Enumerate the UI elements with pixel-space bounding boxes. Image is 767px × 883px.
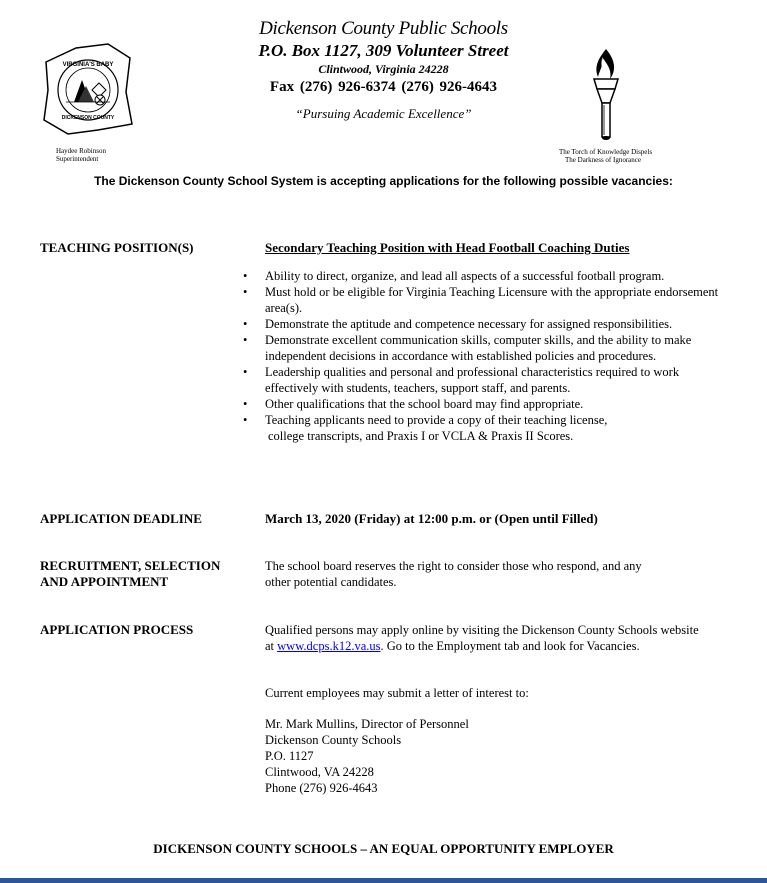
contact-block (265, 716, 725, 796)
list-item: • Leadership qualities and personal and professional characteristics required to work effectively with students, teachers, support staff, and parents. (240, 364, 720, 396)
recruitment-label: RECRUITMENT, SELECTION AND APPOINTMENT (40, 558, 221, 589)
recruitment-text: The school board reserves the right to consider those who respond, and any other potential candidates. (265, 559, 642, 589)
process-label: APPLICATION PROCESS (40, 622, 194, 637)
list-item: • Must hold or be eligible for Virginia Teaching Licensure with the appropriate endorsement area(s). (240, 284, 720, 316)
superintendent-caption: Haydee Robinson Superintendent (56, 147, 106, 163)
list-item-continuation: college transcripts, and Praxis I or VCLA & Praxis II Scores. (268, 429, 574, 443)
deadline-label: APPLICATION DEADLINE (40, 511, 202, 526)
list-item: • Demonstrate the aptitude and competence necessary for assigned responsibilities. (240, 316, 720, 332)
list-item: • Other qualifications that the school board may find appropriate. (240, 396, 720, 412)
org-motto: “Pursuing Academic Excellence” (295, 106, 472, 121)
seal-top-text: VIRGINIA'S BABY (62, 62, 114, 68)
county-seal-logo (38, 40, 136, 140)
torch-caption: The Torch of Knowledge Dispels The Darkness of Ignorance (559, 148, 653, 164)
contact-po: P.O. 1127 (265, 749, 314, 763)
teaching-positions-label: TEACHING POSITION(S) (40, 240, 194, 255)
website-link[interactable]: www.dcps.k12.va.us (277, 639, 381, 653)
contact-city: Clintwood, VA 24228 (265, 765, 374, 779)
org-address: P.O. Box 1127, 309 Volunteer Street (258, 41, 509, 60)
list-item: • Demonstrate excellent communication skills, computer skills, and the ability to make independent decisions in accordance with established policies and procedures. (240, 332, 720, 364)
list-item: • Ability to direct, organize, and lead all aspects of a successful football program. (240, 268, 720, 284)
qualifications-list (240, 268, 720, 444)
intro-text: The Dickenson County School System is accepting applications for the following possible vacancies: (94, 174, 673, 188)
list-item: • Teaching applicants need to provide a copy of their teaching license, college transcripts, and Praxis I or VCLA & Praxis II Scores. (240, 412, 720, 444)
contact-org: Dickenson County Schools (265, 733, 402, 747)
deadline-text: March 13, 2020 (Friday) at 12:00 p.m. or (Open until Filled) (265, 511, 598, 526)
current-employees-text: Current employees may submit a letter of interest to: (265, 686, 529, 700)
contact-name: Mr. Mark Mullins, Director of Personnel (265, 717, 469, 731)
org-city: Clintwood, Virginia 24228 (318, 62, 449, 76)
org-name: Dickenson County Public Schools (259, 18, 508, 39)
seal-bottom-text: DICKENSON COUNTY (61, 115, 115, 121)
process-text: Qualified persons may apply online by visiting the Dickenson County Schools website at www.dcps.k12.va.us. Go to the Employment tab and look for Vacancies. (265, 623, 699, 653)
torch-logo (588, 47, 624, 143)
equal-opportunity-footer: DICKENSON COUNTY SCHOOLS – AN EQUAL OPPORTUNITY EMPLOYER (153, 841, 614, 856)
org-fax-phone: Fax (276) 926-6374 (276) 926-4643 (269, 79, 498, 95)
contact-phone: Phone (276) 926-4643 (265, 781, 378, 795)
bottom-bar (0, 878, 767, 883)
position-title: Secondary Teaching Position with Head Football Coaching Duties (265, 240, 630, 255)
